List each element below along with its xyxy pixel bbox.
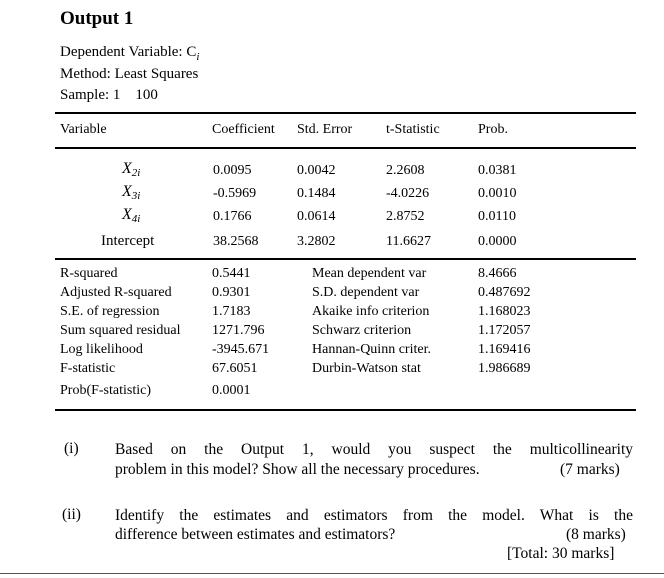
- prob-cell: 0.0010: [478, 186, 517, 201]
- table-bottom-rule: [55, 409, 636, 411]
- coef-cell: -0.5969: [213, 186, 257, 201]
- se-cell: 0.0042: [297, 163, 336, 178]
- var-symbol: X: [122, 206, 132, 223]
- var-symbol: X: [122, 160, 132, 177]
- coef-cell: 0.1766: [213, 209, 252, 224]
- question-marks: (7 marks): [560, 461, 620, 478]
- table-row-var: [122, 160, 140, 179]
- method-line: Method: Least Squares: [60, 66, 199, 82]
- stat-label: Akaike info criterion: [312, 304, 430, 319]
- page-bottom-rule: [0, 573, 664, 574]
- t-cell: -4.0226: [386, 186, 430, 201]
- stat-label: S.D. dependent var: [312, 285, 420, 300]
- t-cell: 2.2608: [386, 163, 425, 178]
- stat-value: 67.6051: [212, 361, 258, 376]
- coef-bottom-rule: [55, 258, 636, 260]
- stat-label: Prob(F-statistic): [60, 383, 151, 398]
- prob-cell: 0.0000: [478, 234, 517, 249]
- question-marks: (8 marks): [566, 526, 626, 543]
- stat-label: Log likelihood: [60, 342, 143, 357]
- stat-value: 1271.796: [212, 323, 265, 338]
- stat-value: 1.168023: [478, 304, 531, 319]
- stat-label: S.E. of regression: [60, 304, 160, 319]
- table-row-var: [122, 183, 140, 202]
- var-symbol: X: [122, 183, 132, 200]
- var-subscript: 4i: [131, 213, 141, 225]
- stat-label: Sum squared residual: [60, 323, 181, 338]
- coef-cell: 38.2568: [213, 234, 259, 249]
- stat-label: Hannan-Quinn criter.: [312, 342, 431, 357]
- var-subscript: 3i: [131, 190, 141, 202]
- stat-value: 1.7183: [212, 304, 251, 319]
- stat-label: R-squared: [60, 266, 118, 281]
- sample-line: Sample: 1 100: [60, 87, 158, 103]
- header-t-statistic: t-Statistic: [386, 122, 440, 137]
- dependent-label: Dependent Variable: C: [60, 44, 197, 60]
- header-rule: [55, 147, 636, 149]
- stat-value: 8.4666: [478, 266, 517, 281]
- stat-label: Durbin-Watson stat: [312, 361, 421, 376]
- header-std-error: Std. Error: [297, 122, 353, 137]
- prob-cell: 0.0381: [478, 163, 517, 178]
- question-number: (ii): [62, 506, 81, 523]
- stat-value: 0.0001: [212, 383, 251, 398]
- question-number: (i): [64, 440, 79, 457]
- output-title: Output 1: [60, 8, 134, 29]
- stat-value: 0.9301: [212, 285, 251, 300]
- se-cell: 0.1484: [297, 186, 336, 201]
- header-variable: Variable: [60, 122, 107, 137]
- t-cell: 11.6627: [386, 234, 431, 249]
- prob-cell: 0.0110: [478, 209, 516, 224]
- table-row-var: [122, 206, 140, 225]
- header-prob: Prob.: [478, 122, 508, 137]
- total-marks: [Total: 30 marks]: [507, 545, 615, 562]
- dependent-subscript: i: [196, 51, 200, 63]
- stat-value: 1.169416: [478, 342, 531, 357]
- question-text-line1: Based on the Output 1, would you suspect the multicollinearity: [115, 441, 633, 458]
- stat-label: Schwarz criterion: [312, 323, 412, 338]
- intercept-label: Intercept: [101, 233, 155, 249]
- var-subscript: 2i: [131, 167, 141, 179]
- table-top-rule: [55, 112, 636, 114]
- stat-value: 0.5441: [212, 266, 251, 281]
- se-cell: 0.0614: [297, 209, 336, 224]
- dependent-variable: [60, 44, 199, 63]
- question-text-line2: difference between estimates and estimators?: [115, 526, 396, 543]
- stat-label: F-statistic: [60, 361, 116, 376]
- stat-value: 1.986689: [478, 361, 531, 376]
- t-cell: 2.8752: [386, 209, 425, 224]
- stat-label: Mean dependent var: [312, 266, 427, 281]
- question-text-line1: Identify the estimates and estimators from the model. What is the: [115, 507, 633, 524]
- se-cell: 3.2802: [297, 234, 336, 249]
- stat-value: -3945.671: [212, 342, 270, 357]
- header-coefficient: Coefficient: [212, 122, 275, 137]
- question-text-line2: problem in this model? Show all the necessary procedures.: [115, 461, 480, 478]
- stat-value: 0.487692: [478, 285, 531, 300]
- coef-cell: 0.0095: [213, 163, 252, 178]
- stat-label: Adjusted R-squared: [60, 285, 172, 300]
- stat-value: 1.172057: [478, 323, 531, 338]
